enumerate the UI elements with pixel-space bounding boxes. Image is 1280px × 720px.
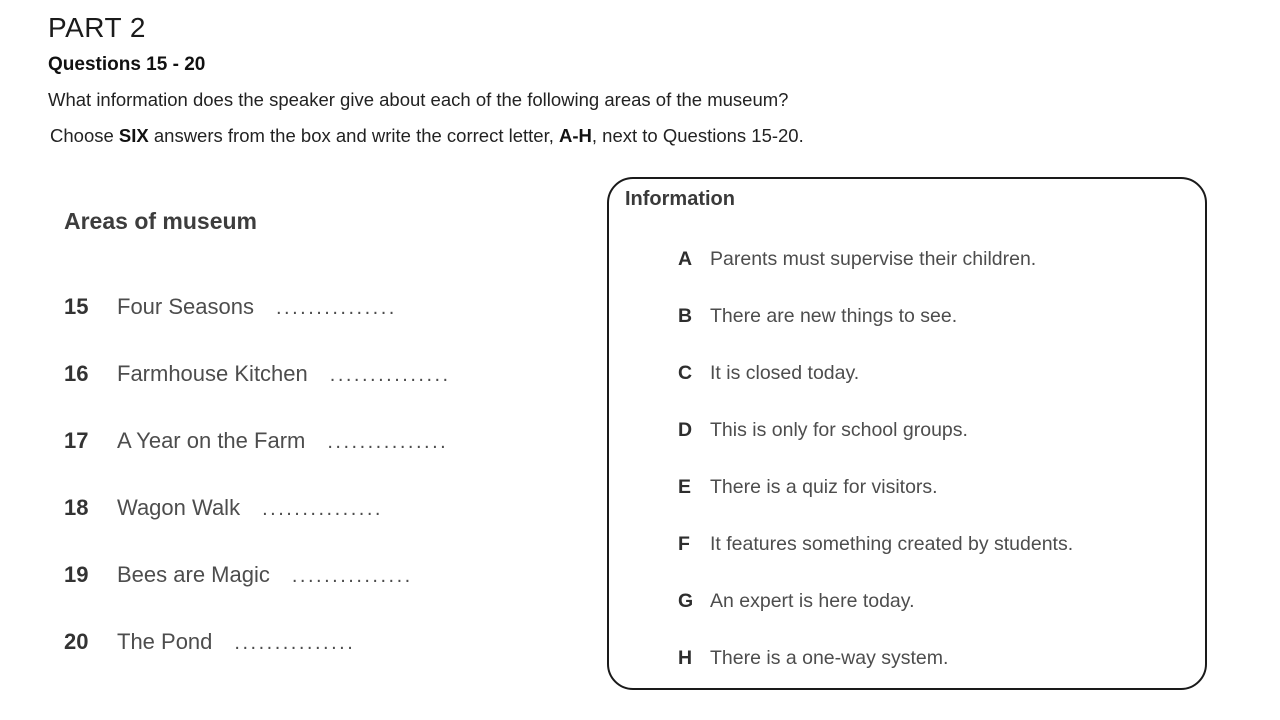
option-row-b — [678, 305, 1073, 333]
area-row-18 — [64, 495, 451, 523]
option-text: There is a one-way system. — [710, 647, 949, 669]
option-text: Parents must supervise their children. — [710, 248, 1037, 270]
option-row-g — [678, 590, 1073, 618]
option-row-e — [678, 476, 1073, 504]
option-letter: H — [678, 647, 693, 669]
area-row-16 — [64, 361, 451, 389]
question-number: 19 — [64, 562, 89, 587]
area-label: Four Seasons — [117, 294, 254, 319]
instruction-suffix: , next to Questions 15-20. — [591, 125, 804, 146]
area-label: Wagon Walk — [117, 495, 241, 520]
option-row-h — [678, 647, 1073, 675]
area-row-15 — [64, 294, 451, 322]
answer-blank: ............... — [234, 632, 356, 654]
questions-range-heading: Questions 15 - 20 — [48, 54, 206, 75]
instruction-line-2 — [50, 125, 804, 147]
option-text: There is a quiz for visitors. — [710, 476, 938, 498]
area-label: The Pond — [117, 629, 213, 654]
answer-blank: ............... — [327, 431, 449, 453]
answer-blank: ............... — [262, 498, 383, 520]
answer-blank: ............... — [291, 565, 413, 587]
option-text: It features something created by students. — [710, 533, 1074, 555]
question-number: 20 — [64, 629, 89, 654]
area-label: A Year on the Farm — [117, 428, 306, 453]
information-heading: Information — [625, 188, 735, 210]
area-label: Bees are Magic — [117, 562, 270, 587]
area-row-19 — [64, 562, 451, 590]
option-row-f — [678, 533, 1073, 561]
area-label: Farmhouse Kitchen — [117, 361, 308, 386]
areas-of-museum-heading: Areas of museum — [64, 208, 258, 234]
option-letter: E — [678, 476, 692, 498]
option-letter: A — [678, 248, 693, 270]
option-letter: D — [678, 419, 693, 441]
option-text: This is only for school groups. — [710, 419, 968, 441]
answer-blank: ............... — [275, 297, 397, 319]
option-letter: G — [678, 590, 694, 612]
option-letter: F — [678, 533, 690, 555]
answer-blank: ............... — [329, 364, 451, 386]
instruction-middle: answers from the box and write the correct letter, — [148, 125, 559, 146]
question-number: 18 — [64, 495, 89, 520]
option-letter: C — [678, 362, 693, 384]
question-number: 17 — [64, 428, 89, 453]
question-number: 16 — [64, 361, 89, 386]
part-title: PART 2 — [48, 12, 146, 43]
option-text: An expert is here today. — [710, 590, 915, 612]
option-letter: B — [678, 305, 693, 327]
option-text: It is closed today. — [710, 362, 860, 384]
option-row-d — [678, 419, 1073, 447]
option-row-c — [678, 362, 1073, 390]
instruction-line-1: What information does the speaker give about each of the following areas of the museum? — [48, 89, 789, 110]
instruction-bold-letters: A-H — [559, 125, 592, 146]
area-row-17 — [64, 428, 451, 456]
option-row-a — [678, 248, 1073, 276]
options-list — [678, 248, 1073, 675]
option-text: There are new things to see. — [710, 305, 958, 327]
question-number: 15 — [64, 294, 89, 319]
area-row-20 — [64, 629, 451, 657]
instruction-prefix: Choose — [50, 125, 119, 146]
instruction-bold-six: SIX — [118, 125, 149, 146]
areas-list — [64, 294, 451, 657]
